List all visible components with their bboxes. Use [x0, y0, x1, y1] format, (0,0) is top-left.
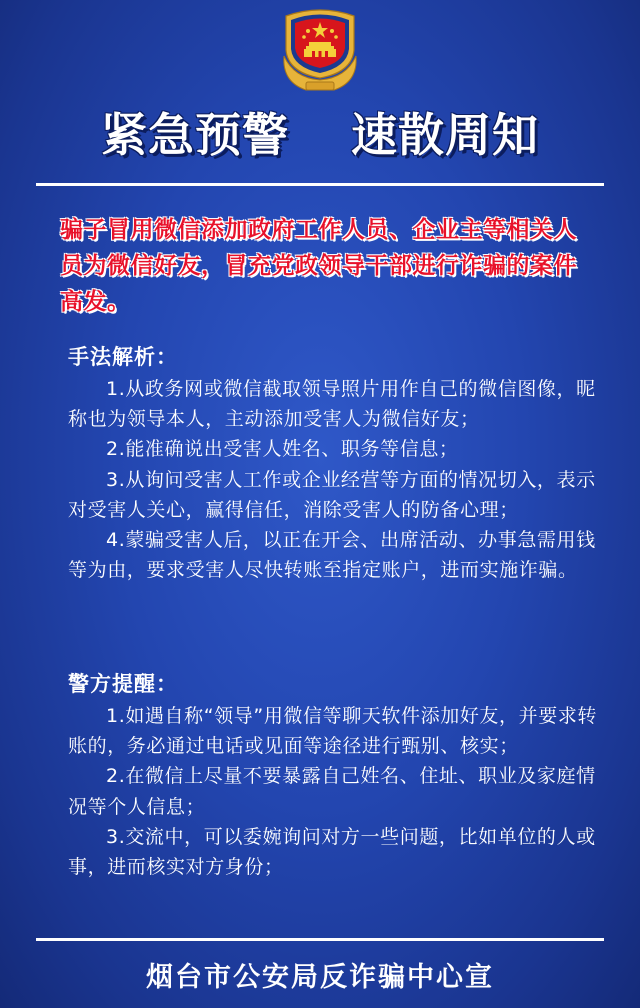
- analysis-item: 4.蒙骗受害人后，以正在开会、出席活动、办事急需用钱等为由，要求受害人尽快转账至指定账户，进而实施诈骗。: [68, 529, 596, 582]
- reminder-item: 1.如遇自称“领导”用微信等聊天软件添加好友，并要求转账的，务必通过电话或见面等途径进行甄别、核实；: [68, 705, 598, 758]
- bottom-divider: [36, 938, 604, 941]
- police-emblem-icon: [276, 4, 364, 96]
- reminder-title: 警方提醒：: [68, 672, 178, 696]
- reminder-section: [68, 669, 602, 882]
- analysis-section: [68, 342, 602, 585]
- headline-left: 紧急预警: [101, 108, 289, 162]
- analysis-item: 3.从询问受害人工作或企业经营等方面的情况切入，表示对受害人关心，赢得信任，消除受害人的防备心理；: [68, 468, 596, 521]
- analysis-item: 1.从政务网或微信截取领导照片用作自己的微信图像，昵称也为领导本人，主动添加受害人为微信好友；: [68, 378, 596, 431]
- analysis-title: 手法解析：: [68, 345, 178, 369]
- headline: [0, 100, 640, 164]
- analysis-item: 2.能准确说出受害人姓名、职务等信息；: [106, 438, 459, 461]
- reminder-item: 3.交流中，可以委婉询问对方一些问题，比如单位的人或事，进而核实对方身份；: [68, 825, 596, 879]
- headline-right: 速散周知: [351, 108, 539, 162]
- reminder-item: 2.在微信上尽量不要暴露自己姓名、住址、职业及家庭情况等个人信息；: [68, 765, 596, 818]
- top-divider: [36, 183, 604, 186]
- warning-text: 骗子冒用微信添加政府工作人员、企业主等相关人员为微信好友，冒充党政领导干部进行诈骗的案件高发。: [60, 217, 577, 315]
- footer-credit: 烟台市公安局反诈骗中心宣: [146, 961, 494, 993]
